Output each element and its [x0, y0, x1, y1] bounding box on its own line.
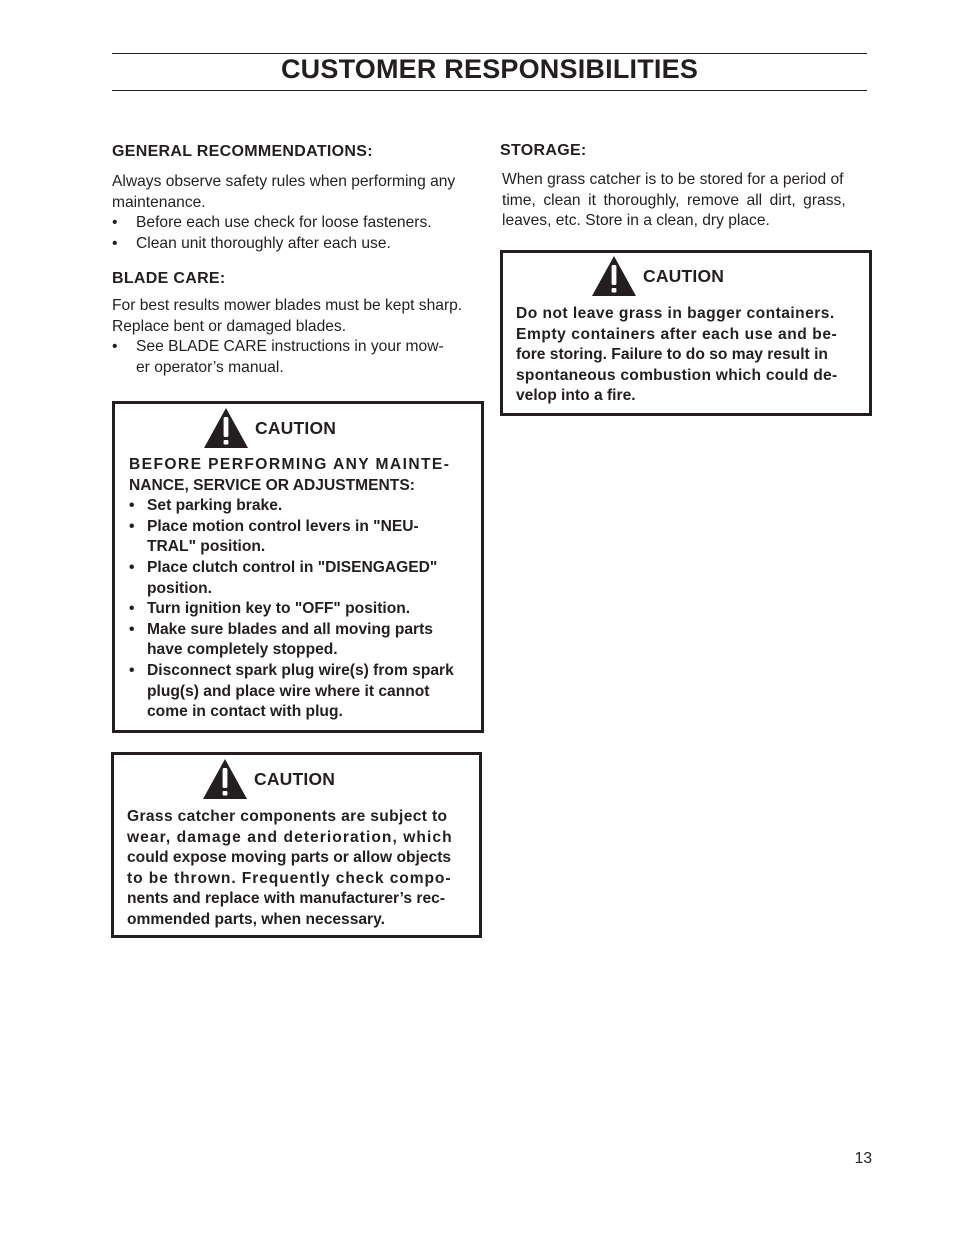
general-intro-line-2: maintenance. [112, 193, 206, 211]
storage-section [500, 142, 872, 232]
caution-storage-label: CAUTION [643, 265, 725, 286]
storage-heading: STORAGE: [500, 142, 587, 159]
storage-line: When grass catcher is to be stored for a period of [502, 171, 844, 188]
page-number: 13 [854, 1150, 872, 1167]
caution-maintenance-item-cont: come in contact with plug. [147, 703, 343, 721]
caution-maintenance-lead-1: BEFORE PERFORMING ANY MAINTE- [129, 456, 451, 473]
caution-maintenance-item: • Place motion control levers in "NEU- [129, 517, 475, 538]
caution-maintenance-item-cont: TRAL" position. [147, 538, 266, 556]
caution-maintenance-item: • Turn ignition key to "OFF" position. [129, 599, 475, 620]
caution-storage-line: spontaneous combustion which could de- [516, 366, 838, 384]
caution-storage-line: velop into a fire. [516, 387, 636, 405]
storage-line: time, clean it thoroughly, remove all dirt, grass, [502, 191, 846, 209]
caution-components-line: nents and replace with manufacturer’s rec- [127, 890, 446, 908]
title-rule-bottom [112, 90, 867, 91]
caution-components-label: CAUTION [254, 768, 336, 789]
caution-storage-header [591, 255, 724, 297]
caution-maintenance-box [112, 401, 484, 733]
caution-storage-line: Empty containers after each use and be- [516, 325, 838, 343]
warning-triangle-icon [203, 407, 249, 449]
caution-maintenance-item-cont: have completely stopped. [147, 641, 338, 659]
page-title: CUSTOMER RESPONSIBILITIES [280, 54, 699, 84]
blade-care-bullet-line-1: • See BLADE CARE instructions in your mow- [112, 337, 484, 358]
caution-components-line: could expose moving parts or allow objects [127, 849, 452, 867]
caution-maintenance-item: • Place clutch control in "DISENGAGED" [129, 558, 475, 579]
warning-triangle-icon [591, 255, 637, 297]
caution-components-header [202, 758, 335, 800]
blade-care-section [112, 270, 484, 378]
caution-components-line: Grass catcher components are subject to [127, 808, 448, 825]
general-recommendations-section [112, 143, 484, 254]
caution-maintenance-header [203, 407, 336, 449]
storage-line: leaves, etc. Store in a clean, dry place. [502, 212, 770, 230]
general-intro-line-1: Always observe safety rules when performing any [112, 173, 456, 190]
caution-storage-line: fore storing. Failure to do so may result in [516, 346, 828, 364]
general-bullet-1: • Before each use check for loose fasteners. [112, 213, 484, 234]
caution-components-line: ommended parts, when necessary. [127, 910, 385, 928]
caution-maintenance-lead-2: NANCE, SERVICE OR ADJUSTMENTS: [129, 476, 415, 494]
blade-care-bullet-line-2: er operator’s manual. [136, 358, 284, 376]
warning-triangle-icon [202, 758, 248, 800]
blade-care-intro-line-1: For best results mower blades must be kept sharp. [112, 297, 463, 314]
blade-care-heading: BLADE CARE: [112, 270, 226, 287]
caution-maintenance-item: • Set parking brake. [129, 496, 475, 517]
caution-maintenance-item-cont: position. [147, 579, 212, 597]
caution-storage-line: Do not leave grass in bagger containers. [516, 305, 835, 322]
general-recommendations-heading: GENERAL RECOMMENDATIONS: [112, 143, 373, 160]
caution-components-box [111, 752, 482, 938]
caution-components-line: to be thrown. Frequently check compo- [127, 869, 452, 887]
caution-maintenance-label: CAUTION [255, 417, 337, 438]
caution-maintenance-item: • Make sure blades and all moving parts [129, 620, 475, 641]
caution-components-line: wear, damage and deterioration, which [127, 828, 453, 846]
caution-storage-box [500, 250, 872, 416]
caution-maintenance-item-cont: plug(s) and place wire where it cannot [147, 682, 430, 700]
blade-care-intro-line-2: Replace bent or damaged blades. [112, 317, 347, 335]
general-bullet-2: • Clean unit thoroughly after each use. [112, 234, 484, 255]
caution-maintenance-item: • Disconnect spark plug wire(s) from spark [129, 661, 475, 682]
